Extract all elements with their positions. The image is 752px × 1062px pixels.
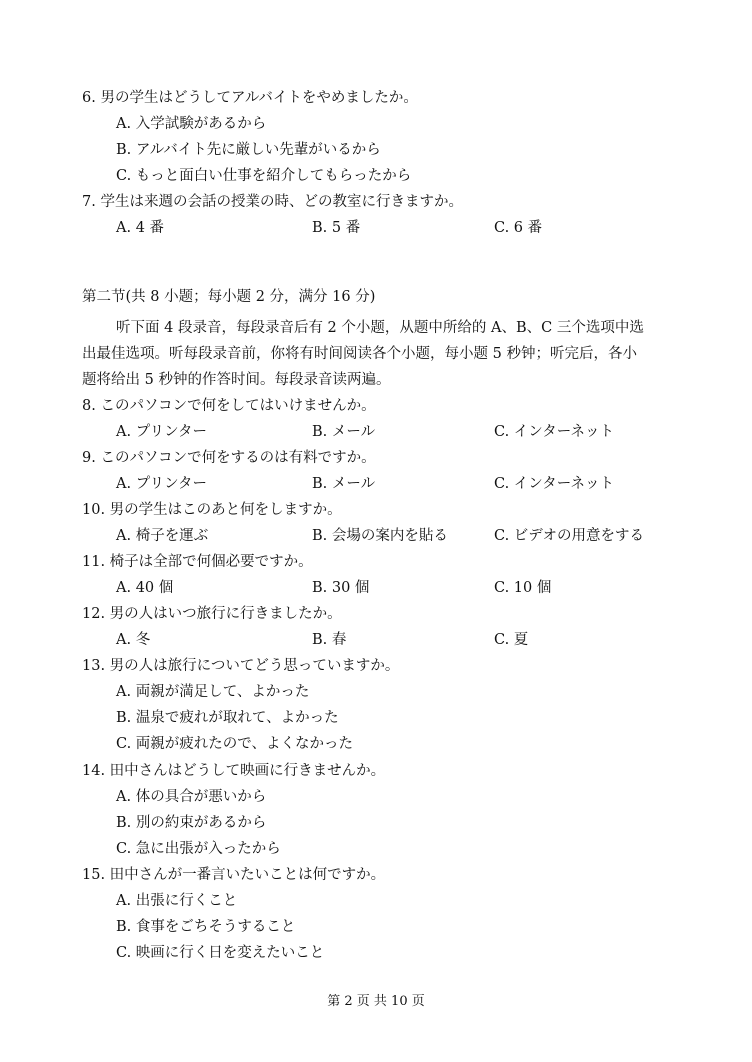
question-8-option-a: A. プリンター — [116, 424, 208, 440]
question-12-stem: 12. 男の人はいつ旅行に行きましたか。 — [82, 606, 342, 622]
question-9-option-a: A. プリンター — [116, 476, 208, 492]
question-15-stem: 15. 田中さんが一番言いたいことは何ですか。 — [82, 867, 386, 883]
question-13-option-a: A. 両親が満足して、よかった — [116, 684, 310, 700]
question-14-option-b: B. 別の約束があるから — [116, 815, 267, 831]
question-6-option-c: C. もっと面白い仕事を紹介してもらったから — [116, 168, 412, 184]
question-10-option-b: B. 会場の案内を貼る — [312, 528, 448, 544]
question-7-stem: 7. 学生は来週の会話の授業の時、どの教室に行きますか。 — [82, 194, 463, 210]
question-13-option-c: C. 両親が疲れたので、よくなかった — [116, 736, 354, 752]
question-15-option-c: C. 映画に行く日を変えたいこと — [116, 945, 325, 961]
page-number-footer: 第 2 页 共 10 页 — [327, 994, 425, 1009]
question-9-option-c: C. インターネット — [494, 476, 614, 492]
question-10-option-c: C. ビデオの用意をする — [494, 528, 645, 544]
instructions-line-3: 题将给出 5 秒钟的作答时间。每段录音读两遍。 — [82, 372, 391, 388]
question-9-stem: 9. このパソコンで何をするのは有料ですか。 — [82, 450, 376, 466]
question-14-stem: 14. 田中さんはどうして映画に行きませんか。 — [82, 763, 386, 779]
instructions-line-1: 听下面 4 段录音，每段录音后有 2 个小题，从题中所给的 A、B、C 三个选项中选 — [116, 320, 644, 336]
instructions-line-2: 出最佳选项。听每段录音前，你将有时间阅读各个小题，每小题 5 秒钟；听完后，各小 — [82, 346, 637, 362]
question-7-option-b: B. 5 番 — [312, 220, 361, 236]
question-12-option-a: A. 冬 — [116, 632, 151, 648]
question-6-stem: 6. 男の学生はどうしてアルバイトをやめましたか。 — [82, 90, 418, 106]
question-6-option-a: A. 入学試験があるから — [116, 116, 267, 132]
question-8-stem: 8. このパソコンで何をしてはいけませんか。 — [82, 398, 376, 414]
question-11-stem: 11. 椅子は全部で何個必要ですか。 — [82, 554, 313, 570]
question-14-option-c: C. 急に出張が入ったから — [116, 841, 281, 857]
question-6-option-b: B. アルバイト先に厳しい先輩がいるから — [116, 142, 381, 158]
question-12-option-c: C. 夏 — [494, 632, 529, 648]
question-13-option-b: B. 温泉で疲れが取れて、よかった — [116, 710, 339, 726]
question-15-option-a: A. 出張に行くこと — [116, 893, 238, 909]
question-12-option-b: B. 春 — [312, 632, 347, 648]
question-11-option-a: A. 40 個 — [116, 580, 174, 596]
question-7-option-a: A. 4 番 — [116, 220, 165, 236]
section-2-heading: 第二节(共 8 小题；每小题 2 分，满分 16 分) — [82, 289, 376, 305]
question-11-option-c: C. 10 個 — [494, 580, 552, 596]
question-8-option-c: C. インターネット — [494, 424, 614, 440]
question-11-option-b: B. 30 個 — [312, 580, 370, 596]
question-8-option-b: B. メール — [312, 424, 376, 440]
question-10-option-a: A. 椅子を運ぶ — [116, 528, 209, 544]
question-14-option-a: A. 体の具合が悪いから — [116, 789, 267, 805]
question-13-stem: 13. 男の人は旅行についてどう思っていますか。 — [82, 658, 400, 674]
question-9-option-b: B. メール — [312, 476, 376, 492]
question-7-option-c: C. 6 番 — [494, 220, 543, 236]
question-10-stem: 10. 男の学生はこのあと何をしますか。 — [82, 502, 342, 518]
question-15-option-b: B. 食事をごちそうすること — [116, 919, 296, 935]
